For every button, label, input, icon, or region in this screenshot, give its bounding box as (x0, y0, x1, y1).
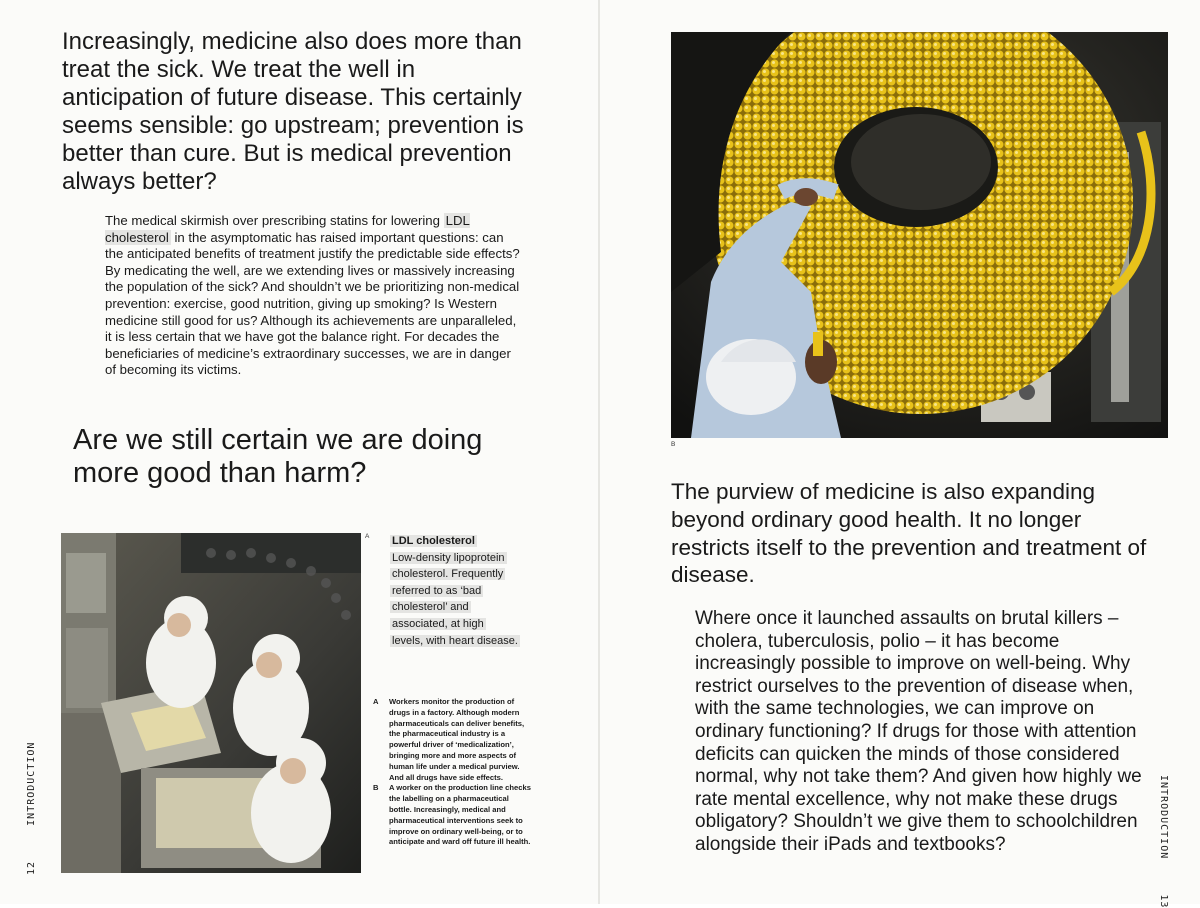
body-text-start: The medical skirmish over prescribing statins for lowering (105, 213, 444, 228)
glossary-line: Low-density lipoprotein (392, 551, 505, 564)
photo-a-illustration (61, 533, 361, 873)
caption-a (373, 697, 533, 783)
folio-left (26, 741, 37, 875)
caption-text: A worker on the production line checks the labelling on a pharmaceutical bottle. Increasingly, medical and pharmaceutical interventions seek to improve on ordinary well-being, or to anticipate and ward off future ill health. (389, 783, 531, 847)
folio-section: INTRODUCTION (26, 741, 37, 826)
photo-a-factory-workers (61, 533, 361, 873)
right-lead-paragraph: The purview of medicine is also expanding beyond ordinary good health. It no longer restricts itself to the prevention and treatment of disease. (671, 479, 1147, 588)
folio-right (1158, 775, 1169, 908)
photo-captions (373, 697, 533, 848)
glossary-term: LDL cholesterol (392, 535, 475, 547)
left-page (0, 0, 598, 904)
glossary-line: referred to as ‘bad (392, 584, 482, 597)
left-lead-paragraph: Increasingly, medicine also does more than treat the sick. We treat the well in anticipation of future disease. This certainly seems sensible: go upstream; prevention is better than cure. But is medical prevention always better? (62, 28, 524, 195)
glossary-box (390, 533, 525, 649)
caption-letter: A (373, 697, 379, 706)
pull-quote: Are we still certain we are doing more good than harm? (73, 424, 483, 489)
glossary-highlight-ldl[interactable]: LDL cholesterol (105, 213, 470, 245)
right-body-paragraph: Where once it launched assaults on brutal killers – cholera, tuberculosis, polio – it has become increasingly possible to improve on well-being. Why restrict ourselves to the prevention of disease when, with the same technologies, we can improve on ordinary functioning? If drugs for those with attention deficits can quicken the minds of those considered normal, why not take them? And given how highly we rate mental excellence, why not make these drugs obligatory? Shouldn’t we give them to schoolchildren alongside their iPads and textbooks? (695, 608, 1142, 855)
glossary-definition (390, 550, 525, 650)
photo-b-tag: B (671, 441, 676, 448)
glossary-line: levels, with heart disease. (392, 634, 518, 647)
photo-b-illustration (671, 32, 1168, 438)
caption-letter: B (373, 783, 379, 793)
folio-number: 13 (1158, 894, 1169, 908)
glossary-line: associated, at high (392, 617, 484, 630)
caption-text: Workers monitor the production of drugs in a factory. Although modern pharmaceuticals can deliver benefits, the pharmaceutical industry is a powerful driver of ‘medicalization’, bringing more and more aspects of human life under a medical purview. And all drugs have side effects. (389, 697, 525, 782)
left-body-paragraph (105, 213, 525, 379)
photo-a-tag: A (365, 533, 370, 540)
folio-section: INTRODUCTION (1158, 775, 1169, 860)
glossary-line: cholesterol. Frequently (392, 568, 504, 581)
caption-b (373, 783, 533, 848)
body-text-rest: in the asymptomatic has raised important questions: can the anticipated benefits of treatment justify the predictable side effects? By medicating the well, are we extending lives or massively increasing the population of the sick? And shouldn’t we be prioritizing non-medical prevention: exercise, good nutrition, giving up smoking? Is Western medicine still good for us? Although its achievements are unparalleled, it is less certain that we have got the balance right. For decades the beneficiaries of medicine’s extraordinary successes, we are in danger of becoming its victims. (105, 229, 520, 378)
glossary-line: cholesterol’ and (392, 601, 469, 614)
photo-b-bottle-line (671, 32, 1168, 438)
folio-number: 12 (26, 860, 37, 875)
